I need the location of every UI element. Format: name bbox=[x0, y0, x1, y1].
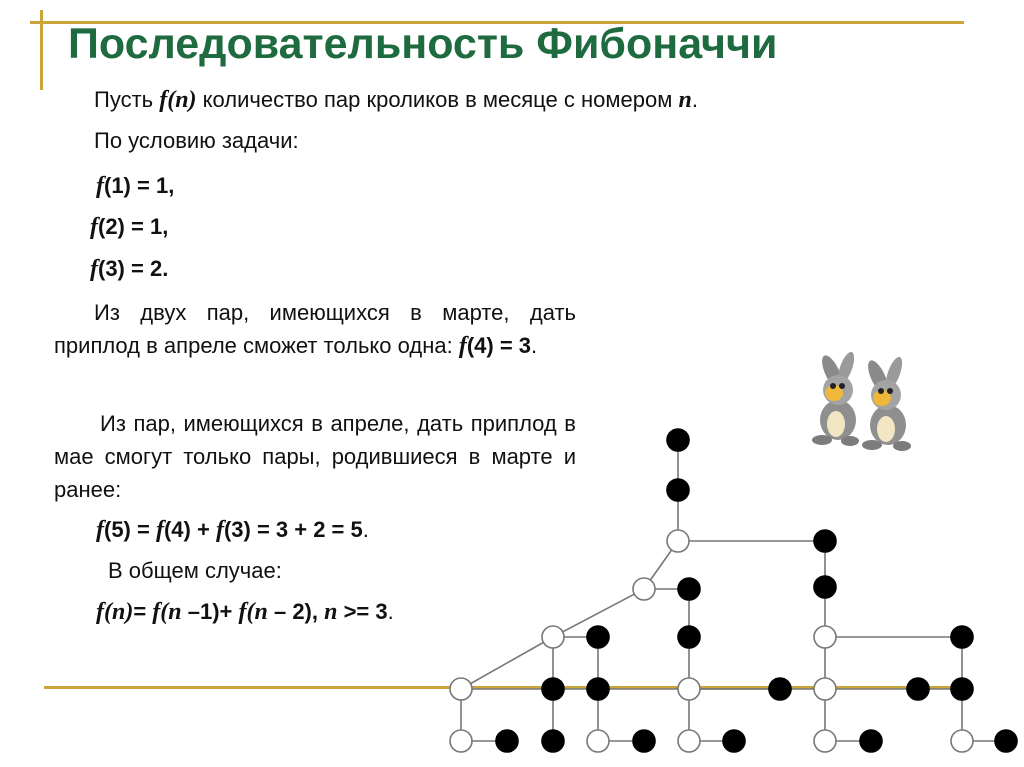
general-label: В общем случае: bbox=[108, 558, 282, 583]
f3-rest: (3) = 2. bbox=[98, 256, 169, 281]
f3-f: f bbox=[90, 256, 98, 282]
mature-pair-node bbox=[678, 578, 700, 600]
gen-i: >= 3 bbox=[337, 599, 388, 624]
tree-nodes bbox=[450, 429, 1017, 752]
mature-pair-node bbox=[860, 730, 882, 752]
mature-pair-node bbox=[667, 479, 689, 501]
two-rabbits-icon bbox=[812, 350, 911, 451]
march-end: . bbox=[531, 333, 538, 358]
gen-g: – 2), bbox=[267, 599, 325, 624]
rabbit-right-icon bbox=[862, 355, 911, 451]
mature-pair-node bbox=[496, 730, 518, 752]
rabbit-left-icon bbox=[812, 350, 859, 446]
f2-f: f bbox=[90, 214, 98, 240]
march-f: f bbox=[458, 333, 467, 359]
young-pair-node bbox=[951, 730, 973, 752]
mature-pair-node bbox=[951, 626, 973, 648]
march-formula: (4) = 3 bbox=[466, 333, 532, 358]
tree-edge bbox=[461, 637, 553, 689]
f5-f3: f bbox=[215, 517, 224, 543]
f5-f1: f bbox=[96, 517, 104, 543]
intro-end: . bbox=[691, 87, 698, 112]
mature-pair-node bbox=[814, 530, 836, 552]
mature-pair-node bbox=[995, 730, 1017, 752]
mature-pair-node bbox=[633, 730, 655, 752]
mature-pair-node bbox=[587, 626, 609, 648]
mature-pair-node bbox=[542, 678, 564, 700]
f5-p2: (4) + bbox=[163, 517, 216, 542]
gen-e: f(n bbox=[238, 599, 268, 625]
gen-b: = bbox=[133, 599, 153, 624]
intro-var: n bbox=[678, 87, 692, 113]
f2-rest: (2) = 1, bbox=[98, 214, 169, 239]
mature-pair-node bbox=[769, 678, 791, 700]
gen-a: f(n) bbox=[96, 599, 134, 625]
f1-rest: (1) = 1, bbox=[104, 173, 175, 198]
mature-pair-node bbox=[542, 730, 564, 752]
gen-d: –1)+ bbox=[181, 599, 239, 624]
mature-pair-node bbox=[723, 730, 745, 752]
mature-pair-node bbox=[667, 429, 689, 451]
intro-prefix: Пусть bbox=[94, 87, 160, 112]
f5-p3: (3) = 3 + 2 = 5 bbox=[223, 517, 363, 542]
young-pair-node bbox=[814, 730, 836, 752]
young-pair-node bbox=[542, 626, 564, 648]
condition-label: По условию задачи: bbox=[94, 128, 299, 153]
f5-p1: (5) = bbox=[104, 517, 156, 542]
young-pair-node bbox=[450, 730, 472, 752]
gen-c: f(n bbox=[152, 599, 182, 625]
mature-pair-node bbox=[587, 678, 609, 700]
young-pair-node bbox=[678, 730, 700, 752]
mature-pair-node bbox=[678, 626, 700, 648]
march-text: Из двух пар, имеющихся в марте, дать приплод в апреле сможет только одна: bbox=[54, 300, 576, 358]
young-pair-node bbox=[814, 626, 836, 648]
young-pair-node bbox=[678, 678, 700, 700]
mature-pair-node bbox=[907, 678, 929, 700]
slide-title: Последовательность Фибоначчи bbox=[68, 20, 778, 68]
f5-f2: f bbox=[155, 517, 164, 543]
f1-f: f bbox=[96, 173, 104, 199]
young-pair-node bbox=[450, 678, 472, 700]
young-pair-node bbox=[587, 730, 609, 752]
young-pair-node bbox=[667, 530, 689, 552]
young-pair-node bbox=[633, 578, 655, 600]
intro-middle: количество пар кроликов в месяце с номером bbox=[196, 87, 679, 112]
intro-func: f(n) bbox=[159, 87, 197, 113]
young-pair-node bbox=[814, 678, 836, 700]
gen-end: . bbox=[387, 599, 394, 624]
gen-h: n bbox=[324, 599, 338, 625]
f5-end: . bbox=[362, 517, 369, 542]
april-paragraph: Из пар, имеющихся в апреле, дать приплод в мае смогут только пары, родившиеся в марте и ранее: bbox=[54, 411, 576, 502]
mature-pair-node bbox=[951, 678, 973, 700]
mature-pair-node bbox=[814, 576, 836, 598]
